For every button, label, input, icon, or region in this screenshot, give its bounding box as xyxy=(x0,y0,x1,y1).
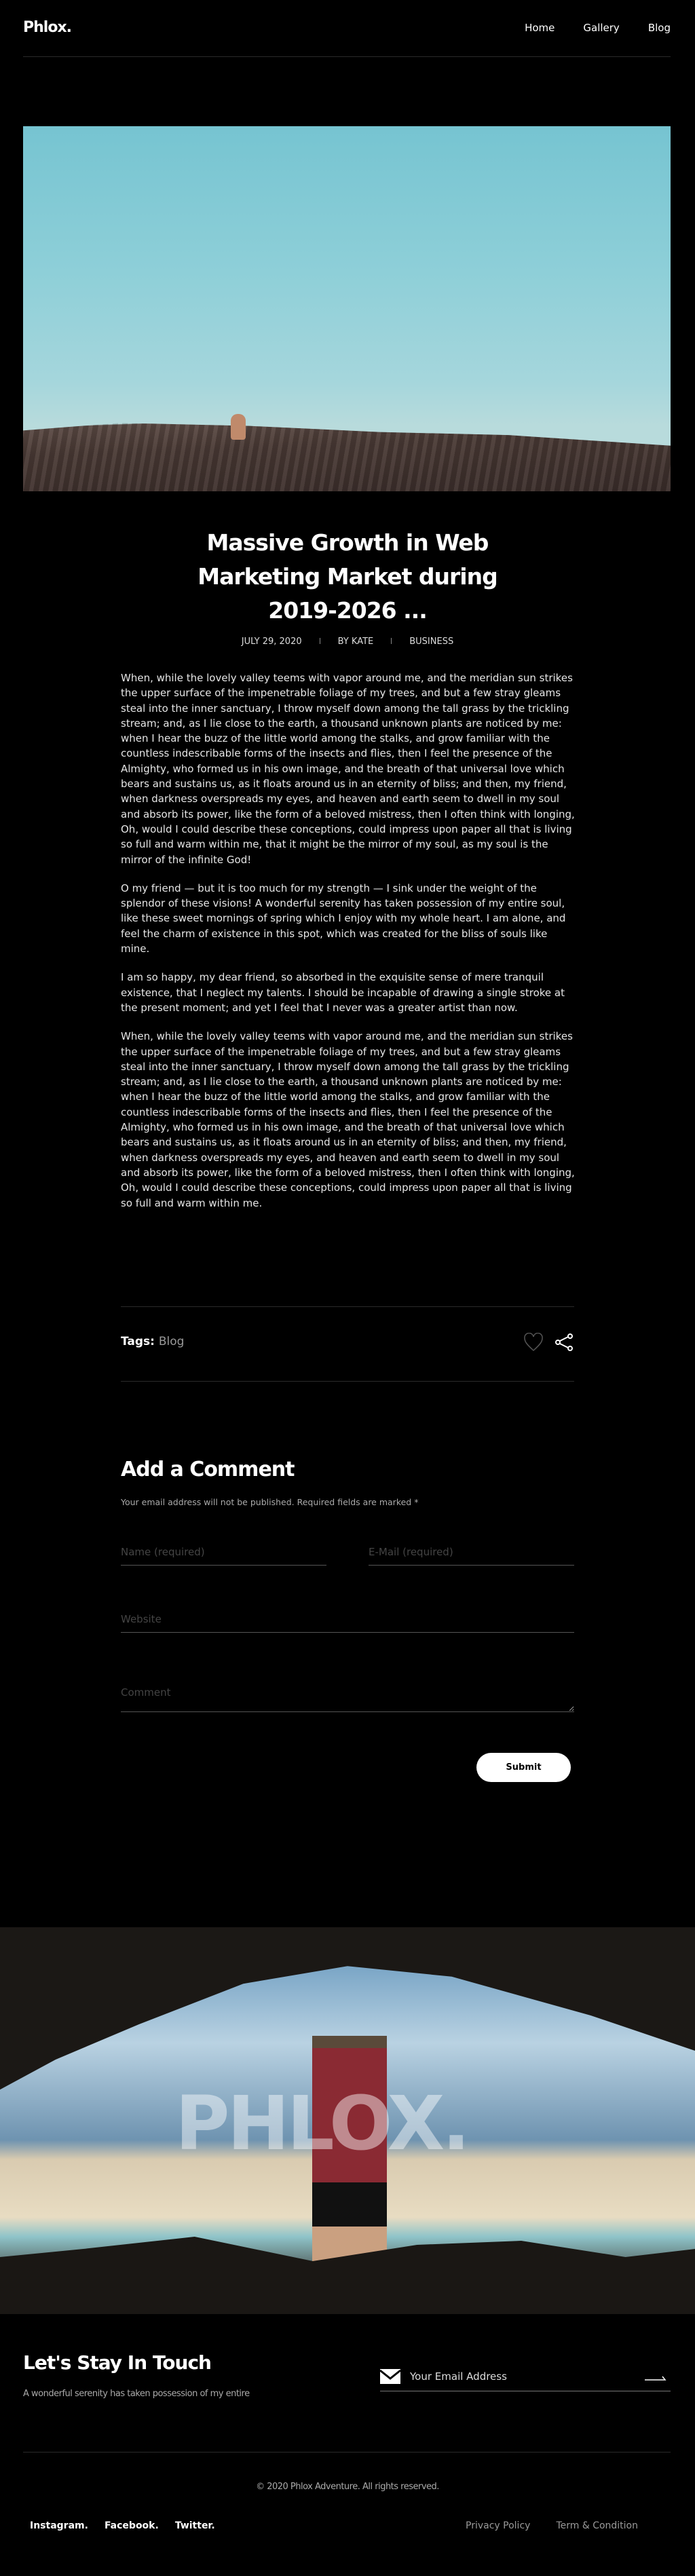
banner-image xyxy=(0,1927,695,2314)
header-divider xyxy=(23,56,671,57)
hero-image xyxy=(23,126,671,491)
comment-note: Your email address will not be published. Required fields are marked * xyxy=(121,1497,419,1507)
social-links xyxy=(30,2520,215,2531)
paragraph: O my friend — but it is too much for my strength — I sink under the weight of the splendor of these visions! A wonderful serenity has taken possession of my entire soul, like these sweet mornings of spring which I enjoy with my whole heart. I am alone, and feel the charm of existence in this spot, which was created for the bliss of souls like mine. xyxy=(121,882,566,955)
legal-links xyxy=(466,2520,638,2531)
post-tags xyxy=(121,1335,184,1348)
newsletter-form xyxy=(380,2362,671,2391)
post-category[interactable]: BUSINESS xyxy=(409,637,454,647)
post-body xyxy=(121,670,576,1224)
website-input[interactable] xyxy=(121,1613,574,1633)
social-facebook[interactable]: Facebook. xyxy=(104,2520,159,2531)
copyright: © 2020 Phlox Adventure. All rights reserved. xyxy=(256,2482,439,2492)
footer-subtitle: A wonderful serenity has taken possession of my entire xyxy=(23,2389,250,2399)
footer-title: Let's Stay In Touch xyxy=(23,2351,211,2374)
comment-heading: Add a Comment xyxy=(121,1458,295,1481)
social-twitter[interactable]: Twitter. xyxy=(174,2520,215,2531)
share-icon[interactable] xyxy=(554,1333,574,1352)
divider xyxy=(121,1306,574,1307)
newsletter-email-input[interactable] xyxy=(400,2370,645,2383)
paragraph: When, while the lovely valley teems with vapor around me, and the meridian sun strikes the upper surface of the impenetrable foliage of my trees, and but a few stray gleams steal into the inner sanctuary, I throw myself down among the tall grass by the trickling stream; and, as I lie close to the earth, a thousand unknown plants are noticed by me: when I hear the buzz of the little world among the stalks, and grow familiar with the countless indescribable forms of the insects and flies, then I feel the presence of the Almighty, who formed us in his own image, and the breath of that universal love which bears and sustains us, as it floats around us in an eternity of bliss; and then, my friend, when darkness overspreads my eyes, and heaven and earth seem to dwell in my soul and absorb its power, like the form of a beloved mistress, then I often think with longing, Oh, would I could describe these conceptions, could impress upon paper all that is living so full and warm within me. xyxy=(121,1030,575,1209)
nav-blog[interactable]: Blog xyxy=(647,22,671,34)
paragraph: I am so happy, my dear friend, so absorbed in the exquisite sense of mere tranquil existence, that I neglect my talents. I should be incapable of drawing a single stroke at the present moment; and yet I feel that I never was a greater artist than now. xyxy=(121,971,565,1014)
name-input[interactable] xyxy=(121,1546,326,1566)
paragraph: When, while the lovely valley teems with vapor around me, and the meridian sun strikes the upper surface of the impenetrable foliage of my trees, and but a few stray gleams steal into the inner sanctuary, I throw myself down among the tall grass by the trickling stream; and, as I lie close to the earth, a thousand unknown plants are noticed by me: when I hear the buzz of the little world among the stalks, and grow familiar with the countless indescribable forms of the insects and flies, then I feel the presence of the Almighty, who formed us in his own image, and the breath of that universal love which bears and sustains us, as it floats around us in an eternity of bliss; and then, my friend, when darkness overspreads my eyes, and heaven and earth seem to dwell in my soul and absorb its power, like the form of a beloved mistress, then I often think with longing, Oh, would I could describe these conceptions, could impress upon paper all that is living so full and warm within me, that it might be the mirror of my soul, as my soul is the mirror of the infinite God! xyxy=(121,672,575,866)
post-date: JULY 29, 2020 xyxy=(241,637,302,647)
privacy-policy-link[interactable]: Privacy Policy xyxy=(466,2520,531,2531)
main-nav xyxy=(525,22,671,34)
tags-label: Tags: xyxy=(121,1335,155,1348)
terms-link[interactable]: Term & Condition xyxy=(556,2520,638,2531)
post-meta xyxy=(0,637,695,647)
heart-icon[interactable] xyxy=(523,1333,544,1352)
divider xyxy=(121,1381,574,1382)
submit-button[interactable]: Submit xyxy=(476,1753,571,1782)
email-input[interactable] xyxy=(369,1546,574,1566)
tag-blog[interactable]: Blog xyxy=(158,1335,185,1348)
social-instagram[interactable]: Instagram. xyxy=(30,2520,88,2531)
logo[interactable]: Phlox. xyxy=(23,19,71,36)
mail-icon xyxy=(380,2369,400,2384)
nav-home[interactable]: Home xyxy=(525,22,555,34)
post-title: Massive Growth in Web Marketing Market during 2019-2026 ... xyxy=(198,529,497,624)
post-author[interactable]: BY KATE xyxy=(337,637,374,647)
arrow-right-icon[interactable] xyxy=(645,2372,666,2381)
comment-textarea[interactable] xyxy=(121,1686,574,1712)
nav-gallery[interactable]: Gallery xyxy=(583,22,620,34)
watermark-logo: PHLOX. xyxy=(175,2080,468,2167)
